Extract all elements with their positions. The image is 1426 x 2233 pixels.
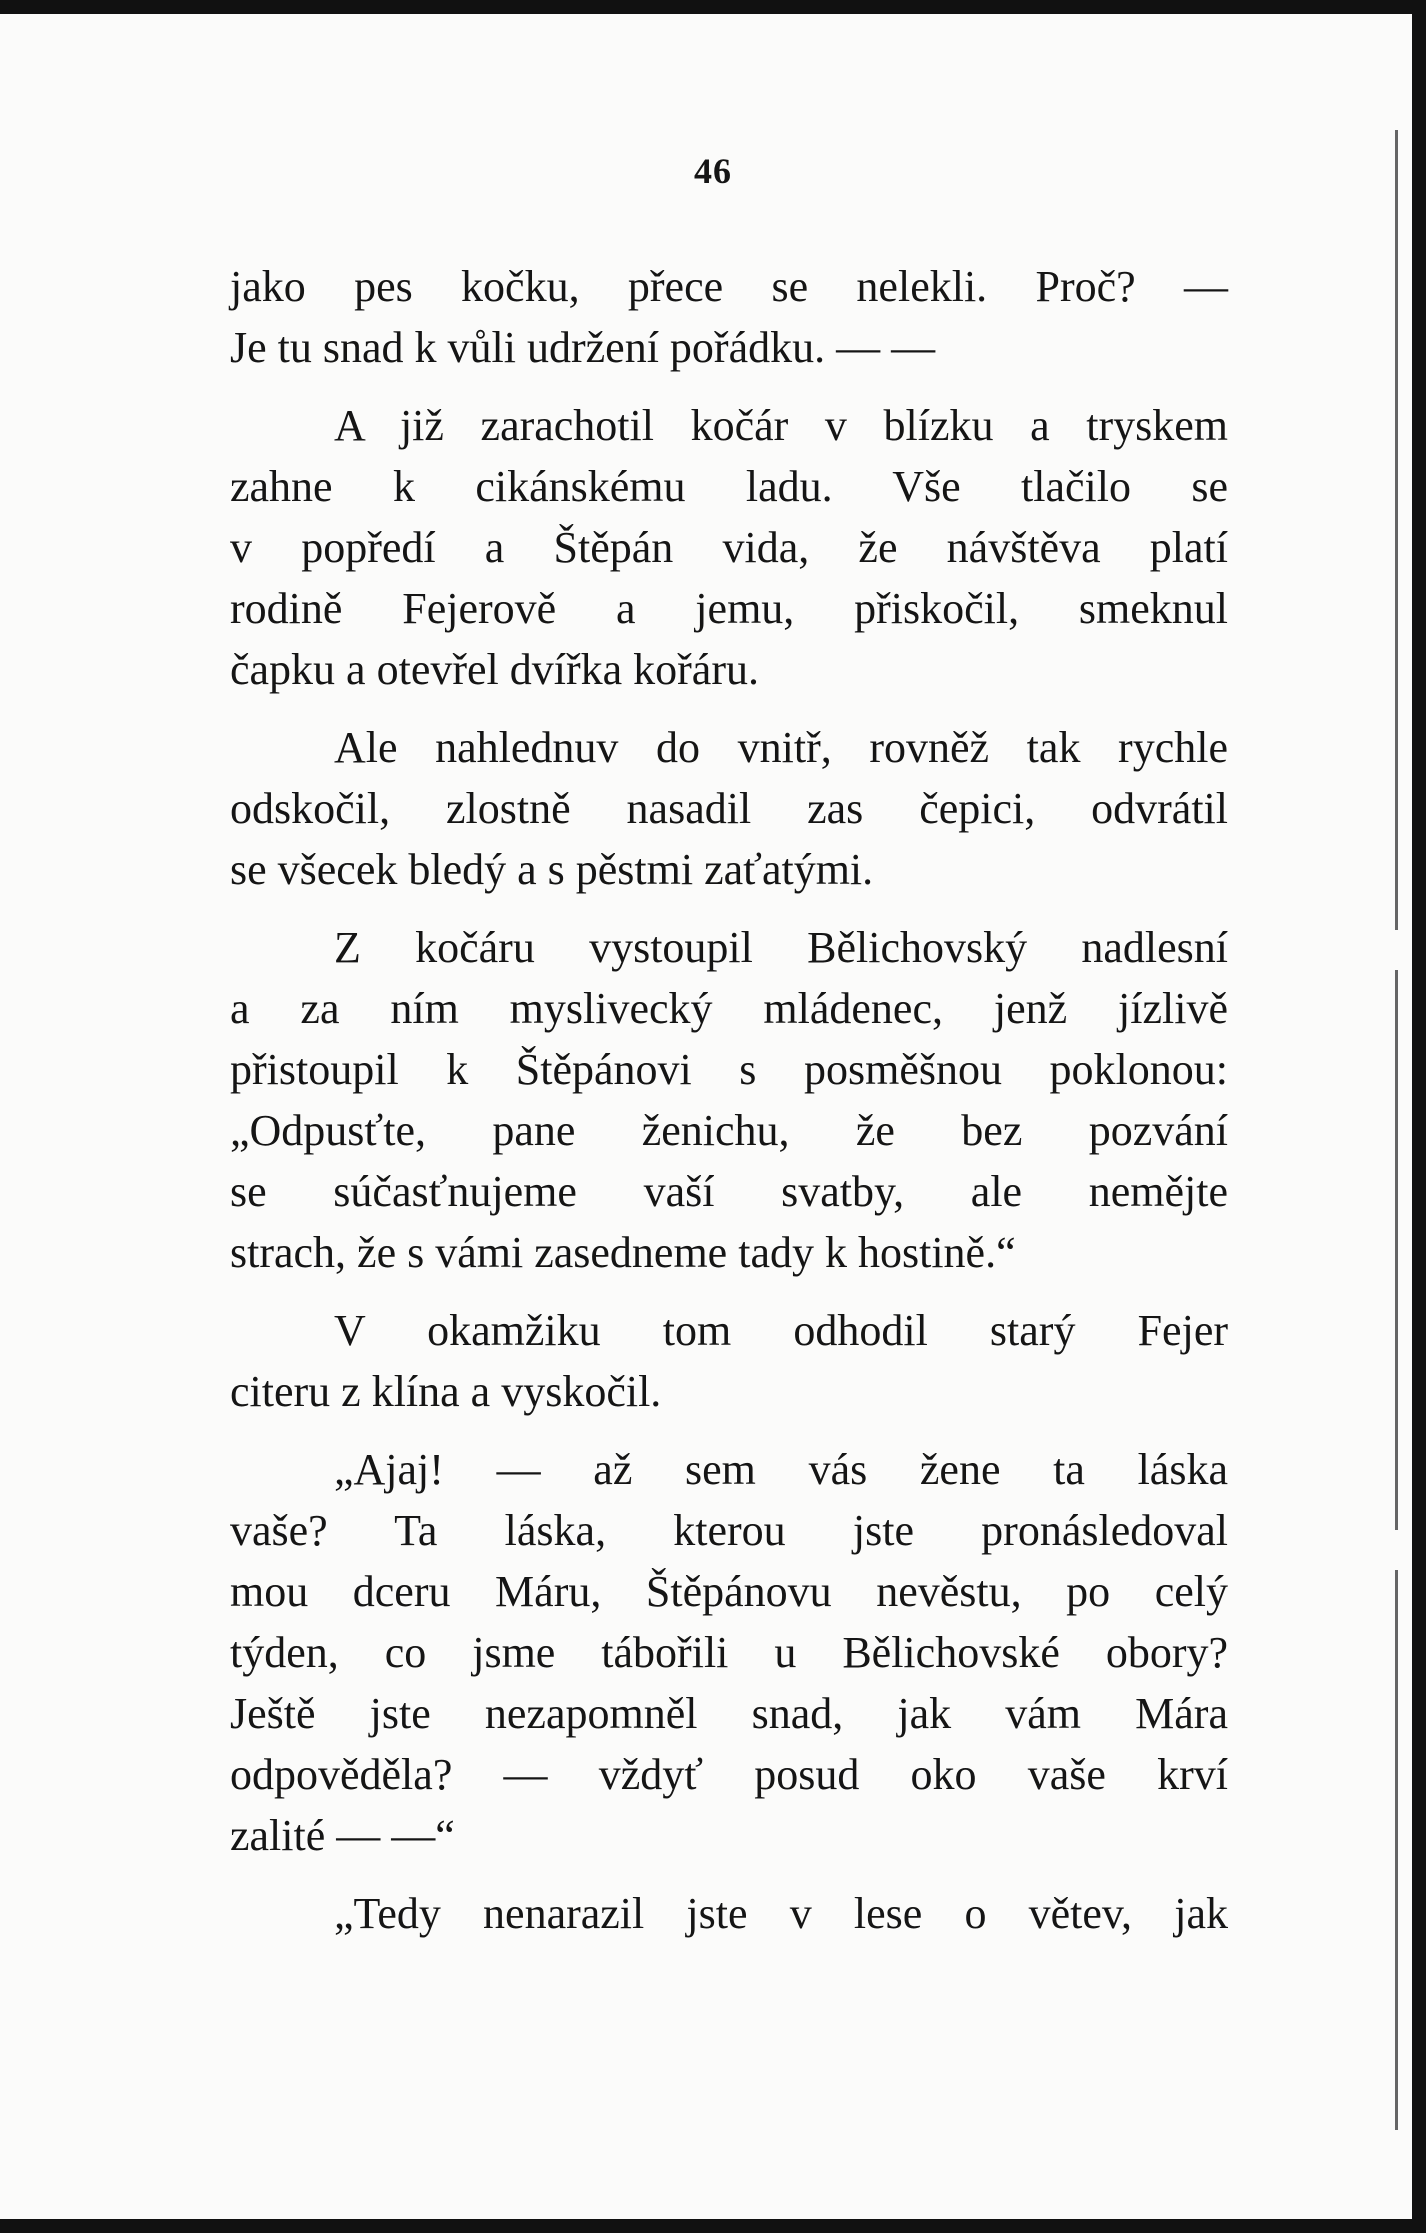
scan-border-bottom xyxy=(0,2219,1426,2233)
text-line: „Tedy nenarazil jste v lese o větev, jak xyxy=(334,1889,1228,1938)
scan-border-right xyxy=(1412,0,1426,2233)
text-line: A již zarachotil kočár v blízku a tryskem xyxy=(334,401,1228,450)
paragraph-gap xyxy=(230,1283,1228,1300)
text-line: se všecek bledý a s pěstmi zaťatými. xyxy=(230,845,874,894)
text-line: jako pes kočku, přece se nelekli. Proč? — xyxy=(230,262,1228,311)
text-line: přistoupil k Štěpánovi s posměšnou poklonou: xyxy=(230,1045,1228,1094)
paragraph-gap xyxy=(230,700,1228,717)
text-line: mou dceru Máru, Štěpánovu nevěstu, po celý xyxy=(230,1567,1228,1616)
page-text xyxy=(230,256,1228,1944)
text-line: odskočil, zlostně nasadil zas čepici, odvrátil xyxy=(230,784,1228,833)
text-line: v popředí a Štěpán vida, že návštěva platí xyxy=(230,523,1228,572)
text-line: zalité — —“ xyxy=(230,1811,455,1860)
text-line: „Odpusťte, pane ženichu, že bez pozvání xyxy=(230,1106,1228,1155)
text-line: strach, že s vámi zasedneme tady k hostině.“ xyxy=(230,1228,1016,1277)
text-line: Z kočáru vystoupil Bělichovský nadlesní xyxy=(334,923,1228,972)
page-number: 46 xyxy=(694,151,732,191)
text-line: Je tu snad k vůli udržení pořádku. — — xyxy=(230,323,936,372)
scan-border-top xyxy=(0,0,1426,14)
paragraph-gap xyxy=(230,378,1228,395)
text-line: Ale nahlednuv do vnitř, rovněž tak rychle xyxy=(334,723,1228,772)
text-line: odpověděla? — vždyť posud oko vaše krví xyxy=(230,1750,1228,1799)
text-line: týden, co jsme tábořili u Bělichovské obory? xyxy=(230,1628,1228,1677)
text-line: Ještě jste nezapomněl snad, jak vám Mára xyxy=(230,1689,1228,1738)
text-line: „Ajaj! — až sem vás žene ta láska xyxy=(334,1445,1228,1494)
text-line: se súčasťnujeme vaší svatby, ale nemějte xyxy=(230,1167,1228,1216)
paragraph-gap xyxy=(230,1422,1228,1439)
paragraph-gap xyxy=(230,1866,1228,1883)
text-line: čapku a otevřel dvířka kořáru. xyxy=(230,645,759,694)
text-line: citeru z klína a vyskočil. xyxy=(230,1367,662,1416)
page-edge-shadow xyxy=(1395,130,1398,2130)
paragraph-gap xyxy=(230,900,1228,917)
text-line: vaše? Ta láska, kterou jste pronásledoval xyxy=(230,1506,1228,1555)
text-line: zahne k cikánskému ladu. Vše tlačilo se xyxy=(230,462,1228,511)
text-line: V okamžiku tom odhodil starý Fejer xyxy=(334,1306,1228,1355)
text-line: a za ním myslivecký mládenec, jenž jízlivě xyxy=(230,984,1228,1033)
text-line: rodině Fejerově a jemu, přiskočil, smeknul xyxy=(230,584,1228,633)
